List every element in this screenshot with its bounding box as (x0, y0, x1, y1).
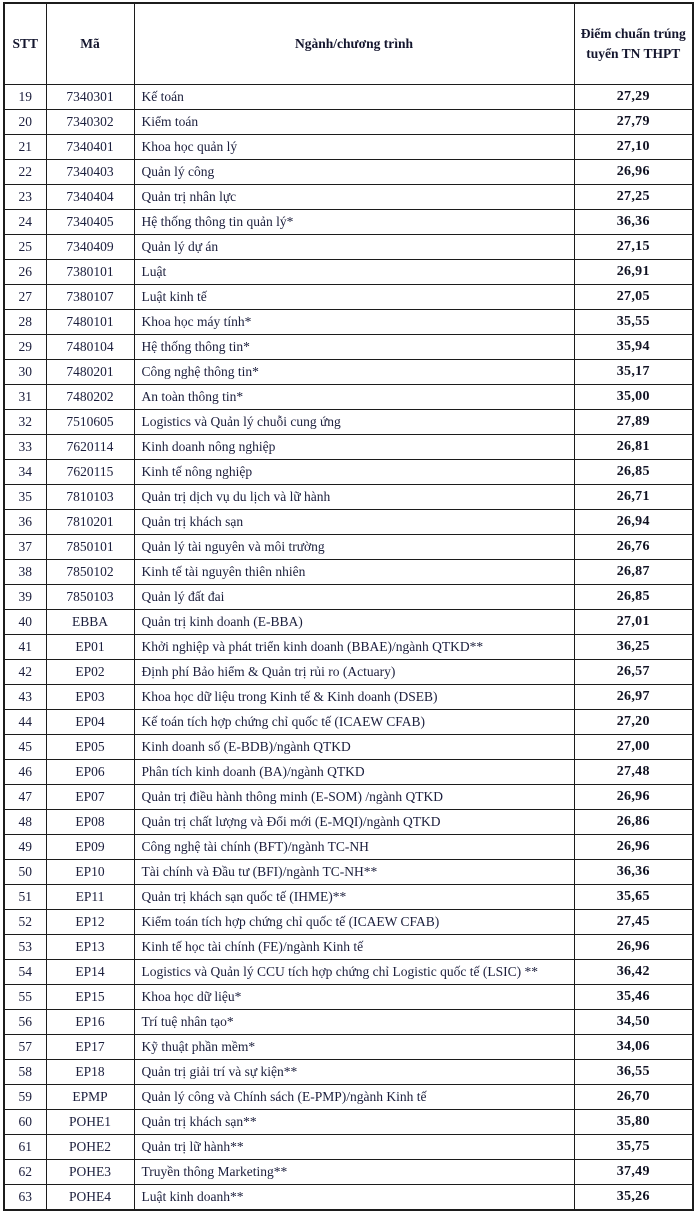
code-cell: 7850102 (46, 560, 134, 585)
stt-cell: 43 (4, 685, 46, 710)
stt-cell: 51 (4, 885, 46, 910)
program-cell: Khoa học quản lý (134, 135, 574, 160)
program-cell: Khoa học dữ liệu* (134, 985, 574, 1010)
score-cell: 34,06 (574, 1035, 693, 1060)
program-cell: Kinh tế tài nguyên thiên nhiên (134, 560, 574, 585)
code-cell: 7620115 (46, 460, 134, 485)
score-cell: 27,45 (574, 910, 693, 935)
table-row (4, 1185, 693, 1211)
stt-cell: 58 (4, 1060, 46, 1085)
code-cell: 7480101 (46, 310, 134, 335)
table-row (4, 285, 693, 310)
table-row (4, 810, 693, 835)
code-cell: 7810103 (46, 485, 134, 510)
stt-cell: 27 (4, 285, 46, 310)
stt-cell: 23 (4, 185, 46, 210)
table-row (4, 710, 693, 735)
score-cell: 35,26 (574, 1185, 693, 1211)
code-cell: EP06 (46, 760, 134, 785)
score-cell: 34,50 (574, 1010, 693, 1035)
score-cell: 36,25 (574, 635, 693, 660)
header-program: Ngành/chương trình (134, 3, 574, 85)
code-cell: 7480202 (46, 385, 134, 410)
table-row (4, 310, 693, 335)
score-cell: 27,01 (574, 610, 693, 635)
table-row (4, 660, 693, 685)
code-cell: 7810201 (46, 510, 134, 535)
code-cell: EP01 (46, 635, 134, 660)
program-cell: Luật kinh doanh** (134, 1185, 574, 1211)
stt-cell: 41 (4, 635, 46, 660)
program-cell: Trí tuệ nhân tạo* (134, 1010, 574, 1035)
program-cell: Quản lý đất đai (134, 585, 574, 610)
score-cell: 36,36 (574, 210, 693, 235)
program-cell: Quản trị khách sạn** (134, 1110, 574, 1135)
program-cell: Công nghệ thông tin* (134, 360, 574, 385)
score-cell: 36,42 (574, 960, 693, 985)
code-cell: EP13 (46, 935, 134, 960)
code-cell: 7480201 (46, 360, 134, 385)
program-cell: Kế toán (134, 85, 574, 110)
code-cell: EP17 (46, 1035, 134, 1060)
program-cell: Kinh tế học tài chính (FE)/ngành Kinh tế (134, 935, 574, 960)
table-row (4, 435, 693, 460)
code-cell: EP16 (46, 1010, 134, 1035)
score-cell: 27,00 (574, 735, 693, 760)
table-row (4, 835, 693, 860)
stt-cell: 60 (4, 1110, 46, 1135)
program-cell: Quản lý tài nguyên và môi trường (134, 535, 574, 560)
stt-cell: 19 (4, 85, 46, 110)
admission-scores-table (3, 2, 694, 1211)
program-cell: Định phí Bảo hiểm & Quản trị rủi ro (Actuary) (134, 660, 574, 685)
code-cell: 7340301 (46, 85, 134, 110)
program-cell: Kinh doanh số (E-BDB)/ngành QTKD (134, 735, 574, 760)
stt-cell: 31 (4, 385, 46, 410)
code-cell: 7480104 (46, 335, 134, 360)
table-row (4, 985, 693, 1010)
score-cell: 26,96 (574, 785, 693, 810)
score-cell: 35,75 (574, 1135, 693, 1160)
score-cell: 27,48 (574, 760, 693, 785)
program-cell: Quản trị nhân lực (134, 185, 574, 210)
program-cell: Quản lý dự án (134, 235, 574, 260)
stt-cell: 37 (4, 535, 46, 560)
score-cell: 27,79 (574, 110, 693, 135)
stt-cell: 38 (4, 560, 46, 585)
code-cell: EPMP (46, 1085, 134, 1110)
code-cell: 7340405 (46, 210, 134, 235)
program-cell: Kỹ thuật phần mềm* (134, 1035, 574, 1060)
stt-cell: 34 (4, 460, 46, 485)
table-row (4, 1110, 693, 1135)
score-cell: 35,80 (574, 1110, 693, 1135)
table-row (4, 135, 693, 160)
stt-cell: 59 (4, 1085, 46, 1110)
score-cell: 27,10 (574, 135, 693, 160)
stt-cell: 36 (4, 510, 46, 535)
table-row (4, 1160, 693, 1185)
stt-cell: 49 (4, 835, 46, 860)
code-cell: 7620114 (46, 435, 134, 460)
score-cell: 27,20 (574, 710, 693, 735)
score-cell: 35,00 (574, 385, 693, 410)
program-cell: An toàn thông tin* (134, 385, 574, 410)
code-cell: 7380101 (46, 260, 134, 285)
code-cell: 7850101 (46, 535, 134, 560)
program-cell: Quản trị dịch vụ du lịch và lữ hành (134, 485, 574, 510)
code-cell: EP11 (46, 885, 134, 910)
score-cell: 26,87 (574, 560, 693, 585)
score-cell: 26,86 (574, 810, 693, 835)
table-row (4, 560, 693, 585)
score-cell: 35,94 (574, 335, 693, 360)
program-cell: Quản trị kinh doanh (E-BBA) (134, 610, 574, 635)
score-cell: 36,55 (574, 1060, 693, 1085)
table-row (4, 635, 693, 660)
program-cell: Quản trị chất lượng và Đổi mới (E-MQI)/ngành QTKD (134, 810, 574, 835)
table-row (4, 160, 693, 185)
table-row (4, 885, 693, 910)
program-cell: Luật kinh tế (134, 285, 574, 310)
stt-cell: 52 (4, 910, 46, 935)
score-cell: 26,96 (574, 935, 693, 960)
stt-cell: 50 (4, 860, 46, 885)
program-cell: Quản trị điều hành thông minh (E-SOM) /ngành QTKD (134, 785, 574, 810)
stt-cell: 46 (4, 760, 46, 785)
table-row (4, 185, 693, 210)
table-row (4, 1035, 693, 1060)
score-cell: 26,70 (574, 1085, 693, 1110)
table-row (4, 460, 693, 485)
table-row (4, 535, 693, 560)
table-row (4, 910, 693, 935)
stt-cell: 32 (4, 410, 46, 435)
table-row (4, 235, 693, 260)
stt-cell: 24 (4, 210, 46, 235)
score-cell: 35,17 (574, 360, 693, 385)
program-cell: Quản trị khách sạn quốc tế (IHME)** (134, 885, 574, 910)
score-cell: 26,76 (574, 535, 693, 560)
stt-cell: 61 (4, 1135, 46, 1160)
program-cell: Kế toán tích hợp chứng chỉ quốc tế (ICAEW CFAB) (134, 710, 574, 735)
table-row (4, 785, 693, 810)
score-cell: 27,15 (574, 235, 693, 260)
program-cell: Kiểm toán (134, 110, 574, 135)
table-row (4, 1060, 693, 1085)
code-cell: EP03 (46, 685, 134, 710)
score-cell: 26,97 (574, 685, 693, 710)
table-row (4, 1085, 693, 1110)
score-cell: 27,29 (574, 85, 693, 110)
stt-cell: 20 (4, 110, 46, 135)
stt-cell: 25 (4, 235, 46, 260)
score-cell: 35,55 (574, 310, 693, 335)
code-cell: 7510605 (46, 410, 134, 435)
stt-cell: 54 (4, 960, 46, 985)
stt-cell: 42 (4, 660, 46, 685)
table-header (4, 3, 693, 85)
table-row (4, 935, 693, 960)
code-cell: EP18 (46, 1060, 134, 1085)
program-cell: Quản lý công (134, 160, 574, 185)
code-cell: EP14 (46, 960, 134, 985)
code-cell: EP07 (46, 785, 134, 810)
table-row (4, 1135, 693, 1160)
table-row (4, 685, 693, 710)
header-score: Điểm chuẩn trúng tuyển TN THPT (574, 3, 693, 85)
code-cell: EBBA (46, 610, 134, 635)
table-row (4, 860, 693, 885)
header-code: Mã (46, 3, 134, 85)
table-row (4, 360, 693, 385)
table-row (4, 610, 693, 635)
program-cell: Luật (134, 260, 574, 285)
table-row (4, 510, 693, 535)
score-cell: 26,94 (574, 510, 693, 535)
table-row (4, 585, 693, 610)
program-cell: Hệ thống thông tin* (134, 335, 574, 360)
stt-cell: 33 (4, 435, 46, 460)
program-cell: Tài chính và Đầu tư (BFI)/ngành TC-NH** (134, 860, 574, 885)
code-cell: POHE3 (46, 1160, 134, 1185)
program-cell: Công nghệ tài chính (BFT)/ngành TC-NH (134, 835, 574, 860)
score-cell: 36,36 (574, 860, 693, 885)
score-cell: 27,89 (574, 410, 693, 435)
code-cell: EP15 (46, 985, 134, 1010)
table-row (4, 760, 693, 785)
stt-cell: 48 (4, 810, 46, 835)
code-cell: POHE2 (46, 1135, 134, 1160)
program-cell: Quản trị khách sạn (134, 510, 574, 535)
program-cell: Khoa học dữ liệu trong Kinh tế & Kinh doanh (DSEB) (134, 685, 574, 710)
code-cell: EP02 (46, 660, 134, 685)
header-row (4, 3, 693, 85)
table-row (4, 485, 693, 510)
stt-cell: 40 (4, 610, 46, 635)
program-cell: Logistics và Quản lý chuỗi cung ứng (134, 410, 574, 435)
stt-cell: 57 (4, 1035, 46, 1060)
score-cell: 26,96 (574, 835, 693, 860)
stt-cell: 22 (4, 160, 46, 185)
stt-cell: 45 (4, 735, 46, 760)
code-cell: 7850103 (46, 585, 134, 610)
stt-cell: 29 (4, 335, 46, 360)
score-cell: 26,57 (574, 660, 693, 685)
header-stt: STT (4, 3, 46, 85)
code-cell: EP09 (46, 835, 134, 860)
code-cell: EP04 (46, 710, 134, 735)
score-cell: 26,81 (574, 435, 693, 460)
stt-cell: 26 (4, 260, 46, 285)
score-cell: 26,96 (574, 160, 693, 185)
score-cell: 26,85 (574, 460, 693, 485)
table-row (4, 735, 693, 760)
stt-cell: 53 (4, 935, 46, 960)
stt-cell: 39 (4, 585, 46, 610)
score-cell: 27,05 (574, 285, 693, 310)
code-cell: POHE1 (46, 1110, 134, 1135)
table-row (4, 110, 693, 135)
code-cell: EP05 (46, 735, 134, 760)
program-cell: Quản trị lữ hành** (134, 1135, 574, 1160)
table-row (4, 260, 693, 285)
code-cell: 7340302 (46, 110, 134, 135)
table-row (4, 385, 693, 410)
score-cell: 26,71 (574, 485, 693, 510)
program-cell: Logistics và Quản lý CCU tích hợp chứng chỉ Logistic quốc tế (LSIC) ** (134, 960, 574, 985)
code-cell: 7380107 (46, 285, 134, 310)
program-cell: Hệ thống thông tin quản lý* (134, 210, 574, 235)
code-cell: 7340409 (46, 235, 134, 260)
table-row (4, 85, 693, 110)
score-cell: 26,91 (574, 260, 693, 285)
code-cell: 7340403 (46, 160, 134, 185)
table-row (4, 210, 693, 235)
score-cell: 26,85 (574, 585, 693, 610)
code-cell: EP08 (46, 810, 134, 835)
stt-cell: 28 (4, 310, 46, 335)
program-cell: Khởi nghiệp và phát triển kinh doanh (BBAE)/ngành QTKD** (134, 635, 574, 660)
code-cell: EP12 (46, 910, 134, 935)
stt-cell: 44 (4, 710, 46, 735)
program-cell: Truyền thông Marketing** (134, 1160, 574, 1185)
program-cell: Quản trị giải trí và sự kiện** (134, 1060, 574, 1085)
table-body (4, 85, 693, 1211)
table-row (4, 960, 693, 985)
stt-cell: 21 (4, 135, 46, 160)
table-row (4, 410, 693, 435)
stt-cell: 62 (4, 1160, 46, 1185)
stt-cell: 35 (4, 485, 46, 510)
stt-cell: 56 (4, 1010, 46, 1035)
table-row (4, 335, 693, 360)
program-cell: Kiểm toán tích hợp chứng chỉ quốc tế (ICAEW CFAB) (134, 910, 574, 935)
stt-cell: 55 (4, 985, 46, 1010)
code-cell: POHE4 (46, 1185, 134, 1211)
program-cell: Kinh doanh nông nghiệp (134, 435, 574, 460)
program-cell: Phân tích kinh doanh (BA)/ngành QTKD (134, 760, 574, 785)
code-cell: EP10 (46, 860, 134, 885)
score-cell: 35,65 (574, 885, 693, 910)
stt-cell: 63 (4, 1185, 46, 1211)
code-cell: 7340401 (46, 135, 134, 160)
program-cell: Quản lý công và Chính sách (E-PMP)/ngành Kinh tế (134, 1085, 574, 1110)
stt-cell: 30 (4, 360, 46, 385)
stt-cell: 47 (4, 785, 46, 810)
program-cell: Khoa học máy tính* (134, 310, 574, 335)
score-cell: 27,25 (574, 185, 693, 210)
score-cell: 35,46 (574, 985, 693, 1010)
code-cell: 7340404 (46, 185, 134, 210)
program-cell: Kinh tế nông nghiệp (134, 460, 574, 485)
score-cell: 37,49 (574, 1160, 693, 1185)
table-row (4, 1010, 693, 1035)
